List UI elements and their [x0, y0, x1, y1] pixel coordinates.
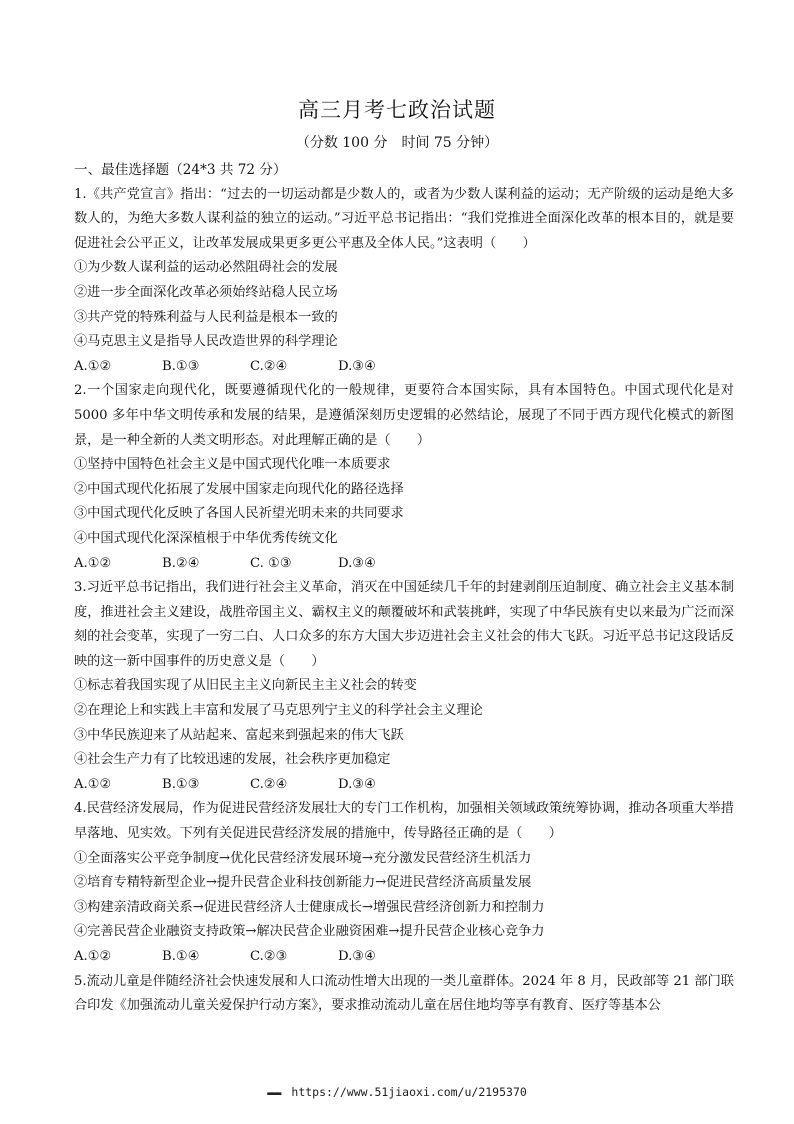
question-option: ④社会生产力有了比较迅速的发展，社会秩序更加稳定	[74, 752, 391, 768]
question-option: ②在理论上和实践上丰富和发展了马克思列宁主义的科学社会主义理论	[74, 703, 483, 719]
answer-choice-b: B.①③	[162, 776, 200, 792]
answer-choice-b: B.①④	[162, 949, 200, 964]
answer-choice-d: D.③④	[338, 555, 376, 571]
answer-choices	[74, 355, 734, 380]
answer-choice-d: D.③④	[338, 776, 376, 792]
answer-choice-c: C.②④	[250, 776, 288, 792]
footer-url[interactable]: https://www.51jiaoxi.com/u/2195370	[291, 1085, 527, 1099]
question-stem: 4.民营经济发展局，作为促进民营经济发展壮大的专门工作机构，加强相关领域政策统筹协调，推动各项重大举措早落地、见实效。下列有关促进民营经济发展的措施中，传导路径正确的是（ ）	[74, 801, 734, 842]
question-option: ①为少数人谋利益的运动必然阻碍社会的发展	[74, 260, 338, 276]
section-heading: 一、最佳选择题（24*3 共 72 分）	[74, 162, 287, 178]
question-stem: 1.《共产党宣言》指出：“过去的一切运动都是少数人的，或者为少数人谋利益的运动；无产阶级的运动是绝大多数人的，为绝大多数人谋利益的独立的运动。”习近平总书记指出：“我们党推进全面深化改革的根本目的，就是要促进社会公平正义，让改革发展成果更多更公平惠及全体人民。”这表明（ ）	[74, 186, 734, 251]
answer-choice-a: A.①②	[74, 555, 112, 571]
answer-choice-c: C. ①③	[250, 555, 292, 571]
question-stem: 3.习近平总书记指出，我们进行社会主义革命，消灭在中国延续几千年的封建剥削压迫制度、确立社会主义基本制度，推进社会主义建设，战胜帝国主义、霸权主义的颠覆破坏和武装挑衅，实现了中华民族有史以来最为广泛而深刻的社会变革，实现了一穷二白、人口众多的东方大国大步迈进社会主义社会的伟大飞跃。习近平总书记这段话反映的这一新中国事件的历史意义是（ ）	[74, 580, 734, 669]
question-option: ②培育专精特新型企业→提升民营企业科技创新能力→促进民营经济高质量发展	[74, 875, 532, 891]
question-4	[74, 797, 734, 969]
page-subtitle: （分数 100 分 时间 75 分钟）	[295, 135, 499, 151]
question-option: ④中国式现代化深深植根于中华优秀传统文化	[74, 530, 338, 546]
question-option: ③共产党的特殊利益与人民利益是根本一致的	[74, 309, 338, 325]
answer-choice-c: C.②③	[250, 949, 288, 964]
question-option: ③中国式现代化反映了各国人民祈望光明未来的共同要求	[74, 506, 404, 522]
question-option: ①坚持中国特色社会主义是中国式现代化唯一本质要求	[74, 457, 391, 473]
question-option: ①标志着我国实现了从旧民主主义向新民主主义社会的转变	[74, 678, 417, 694]
page-title: 高三月考七政治试题	[298, 98, 496, 122]
footer-logo-mark: ▬▬▬	[267, 1089, 281, 1099]
answer-choices	[74, 945, 734, 970]
question-option: ③构建亲清政商关系→促进民营经济人士健康成长→增强民营经济创新力和控制力	[74, 899, 545, 915]
answer-choice-b: B.②④	[162, 555, 200, 571]
answer-choice-b: B.①③	[162, 358, 200, 374]
answer-choice-a: A.①②	[74, 358, 112, 374]
question-option: ②中国式现代化拓展了发展中国家走向现代化的路径选择	[74, 481, 404, 497]
answer-choice-a: A.①②	[74, 949, 112, 964]
question-option: ④马克思主义是指导人民改造世界的科学理论	[74, 334, 338, 350]
answer-choice-d: D.③④	[338, 949, 376, 964]
question-option: ①全面落实公平竞争制度→优化民营经济发展环境→充分激发民营经济生机活力	[74, 850, 532, 866]
question-3	[74, 576, 734, 797]
question-option: ④完善民营企业融资支持政策→解决民营企业融资困难→提升民营企业核心竞争力	[74, 924, 545, 940]
page-footer	[0, 1085, 794, 1099]
question-option: ③中华民族迎来了从站起来、富起来到强起来的伟大飞跃	[74, 727, 404, 743]
question-2	[74, 379, 734, 576]
answer-choice-a: A.①②	[74, 776, 112, 792]
answer-choice-c: C.②④	[250, 358, 288, 374]
question-5	[74, 970, 734, 1019]
answer-choice-d: D.③④	[338, 358, 376, 374]
answer-choices	[74, 773, 734, 798]
exam-content	[74, 158, 734, 1019]
question-option: ②进一步全面深化改革必须始终站稳人民立场	[74, 284, 338, 300]
question-stem: 5.流动儿童是伴随经济社会快速发展和人口流动性增大出现的一类儿童群体。2024 年 8 月，民政部等 21 部门联合印发《加强流动儿童关爱保护行动方案》，要求推动流动儿童在居住地均等享有教育、医疗等基本公	[74, 973, 734, 1014]
question-stem: 2.一个国家走向现代化，既要遵循现代化的一般规律，更要符合本国实际，具有本国特色。中国式现代化是对 5000 多年中华文明传承和发展的结果，是遵循深刻历史逻辑的必然结论，展现了不同于西方现代化模式的新图景，是一种全新的人类文明形态。对此理解正确的是（ ）	[74, 383, 734, 448]
question-1	[74, 183, 734, 380]
answer-choices	[74, 552, 734, 577]
